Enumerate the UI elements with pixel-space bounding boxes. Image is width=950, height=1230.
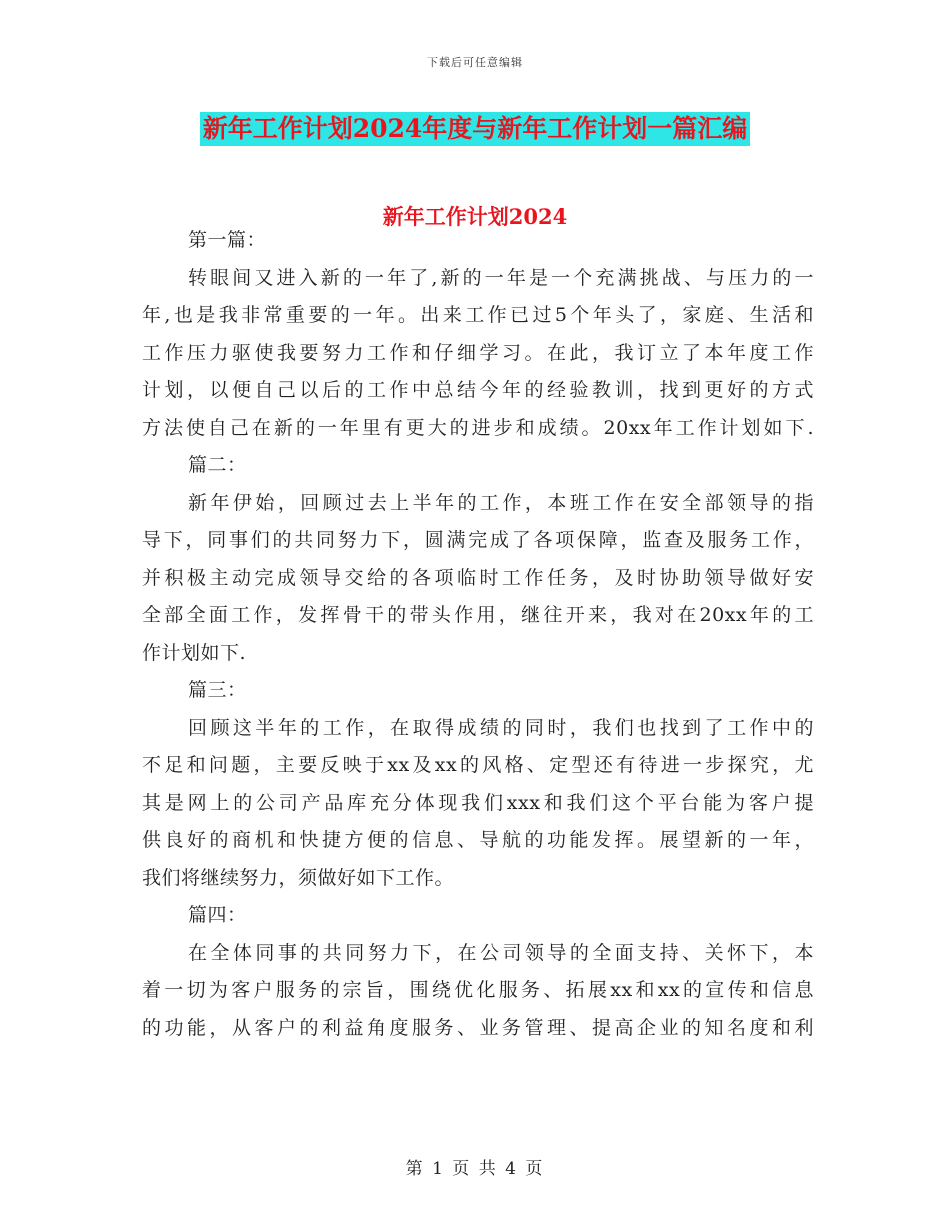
document-title-container [0, 112, 950, 146]
document-title: 新年工作计划2024年度与新年工作计划一篇汇编 [200, 112, 751, 146]
paragraph-line: 在全体同事的共同努力下，在公司领导的全面支持、关怀下，本 [188, 941, 814, 964]
paragraph-line: 新年伊始，回顾过去上半年的工作，本班工作在安全部领导的指 [188, 491, 814, 514]
paragraph-line: 作计划如下. [142, 641, 247, 664]
section-heading-3: 篇三： [188, 679, 247, 701]
paragraph-line: 年,也是我非常重要的一年。出来工作已过5个年头了，家庭、生活和 [142, 304, 814, 326]
paragraph-line: 方法使自己在新的一年里有更大的进步和成绩。20xx年工作计划如下. [142, 416, 814, 439]
document-body [142, 222, 814, 1047]
paragraph-line: 转眼间又进入新的一年了,新的一年是一个充满挑战、与压力的一 [188, 266, 814, 289]
section-heading-1: 第一篇： [188, 229, 267, 251]
paragraph-line: 我们将继续努力，须做好如下工作。 [142, 866, 455, 889]
paragraph-line: 工作压力驱使我要努力工作和仔细学习。在此，我订立了本年度工作 [142, 341, 814, 364]
paragraph-line: 并积极主动完成领导交给的各项临时工作任务，及时协助领导做好安 [142, 566, 814, 589]
paragraph-line: 计划，以便自己以后的工作中总结今年的经验教训，找到更好的方式 [142, 379, 814, 401]
section-heading-4: 篇四： [188, 904, 247, 926]
paragraph-line: 着一切为客户服务的宗旨，围绕优化服务、拓展xx和xx的宣传和信息 [142, 979, 814, 1001]
paragraph-line: 其是网上的公司产品库充分体现我们xxx和我们这个平台能为客户提 [142, 791, 814, 814]
paragraph-line: 不足和问题，主要反映于xx及xx的风格、定型还有待进一步探究，尤 [142, 754, 814, 776]
paragraph-line: 全部全面工作，发挥骨干的带头作用，继往开来，我对在20xx年的工 [142, 604, 814, 626]
document-subtitle: 新年工作计划2024 [382, 204, 568, 229]
paragraph-line: 回顾这半年的工作，在取得成绩的同时，我们也找到了工作中的 [188, 716, 814, 739]
paragraph-line: 导下，同事们的共同努力下，圆满完成了各项保障，监查及服务工作， [142, 529, 814, 551]
section-heading-2: 篇二： [188, 454, 247, 476]
page-number-footer: 第 1 页 共 4 页 [405, 1159, 545, 1179]
page-header-note: 下载后可任意编辑 [427, 56, 523, 69]
paragraph-line: 的功能，从客户的利益角度服务、业务管理、提高企业的知名度和利 [142, 1016, 814, 1039]
paragraph-line: 供良好的商机和快捷方便的信息、导航的功能发挥。展望新的一年， [142, 829, 814, 851]
